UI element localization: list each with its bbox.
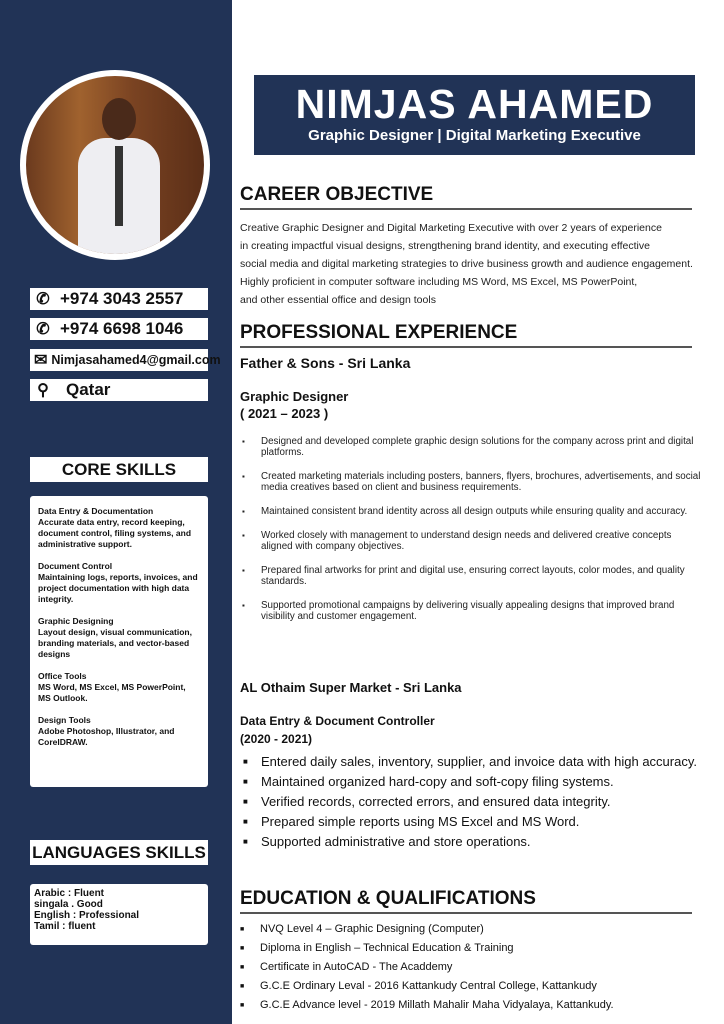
education-list: ■ NVQ Level 4 – Graphic Designing (Computer) ■ Diploma in English – Technical Education & Training ■ Certificate in AutoCAD - The Acaddemy ■ G.C.E Ordinary Leval - 2016 Kattankudy Central College, Kattankudy ■ G.C.E Advance level - 2019 Millath Mahalir Maha Vidyalaya, Kattankudy.: [240, 920, 720, 1015]
profile-photo: [20, 70, 210, 260]
company-name: AL Othaim Super Market - Sri Lanka: [240, 680, 462, 695]
phone-icon: ✆: [36, 291, 50, 308]
name-banner: [254, 75, 695, 155]
skill-group: Office Tools MS Word, MS Excel, MS PowerPoint, MS Outlook.: [38, 671, 186, 703]
email-box: ✉ Nimjasahamed4@gmail.com: [30, 349, 208, 371]
envelope-icon: ✉: [34, 352, 48, 369]
whatsapp-box: ✆ +974 6698 1046: [30, 318, 208, 340]
candidate-name: NIMJAS AHAMED: [295, 81, 654, 127]
job-role: Graphic Designer: [240, 389, 349, 404]
skill-group: Design Tools Adobe Photoshop, Illustrator, and CorelDRAW.: [38, 715, 175, 747]
objective-heading: CAREER OBJECTIVE: [240, 184, 692, 210]
sidebar: [0, 0, 232, 1024]
candidate-title: Graphic Designer | Digital Marketing Executive: [308, 127, 641, 144]
job-period: ( 2021 – 2023 ): [240, 406, 329, 421]
phone-box: ✆ +974 3043 2557: [30, 288, 208, 310]
languages-heading: LANGUAGES SKILLS: [30, 840, 208, 865]
whatsapp-icon: ✆: [36, 321, 50, 338]
job-role: Data Entry & Document Controller: [240, 714, 435, 728]
experience-heading: PROFESSIONAL EXPERIENCE: [240, 322, 692, 348]
job-period: (2020 - 2021): [240, 732, 313, 746]
languages-box: Arabic : Fluent singala . Good English : Professional Tamil : fluent: [30, 884, 208, 945]
skill-group: Data Entry & Documentation Accurate data entry, record keeping, document control, filing systems, and administrative support.: [38, 506, 192, 549]
location-box: ⚲ Qatar: [30, 379, 208, 401]
skill-group: Document Control Maintaining logs, reports, invoices, and project documentation with high data integrity.: [38, 561, 198, 604]
location-pin-icon: ⚲: [37, 382, 49, 399]
core-skills-heading: CORE SKILLS: [30, 457, 208, 482]
company-name: Father & Sons - Sri Lanka: [240, 355, 411, 371]
job-bullets: ▪ Designed and developed complete graphic design solutions for the company across print and digital platforms. ▪ Created marketing materials including posters, banners, flyers, brochures, advertisements, and social media creatives based on client and business requirements. ▪ Maintained consistent brand identity across all design outputs while ensuring quality and accuracy. ▪ Worked closely with management to understand design needs and delivered creative concepts aligned with company objectives. ▪ Prepared final artworks for print and digital use, ensuring correct layouts, color modes, and quality standards. ▪ Supported promotional campaigns by delivering visually appealing designs that improved brand visibility and customer engagement.: [245, 436, 705, 635]
core-skills-box: [30, 496, 208, 787]
skill-group: Graphic Designing Layout design, visual communication, branding materials, and vector-based designs: [38, 616, 192, 659]
objective-text: Creative Graphic Designer and Digital Marketing Executive with over 2 years of experience in creating impactful visual designs, strengthening brand identity, and executing effective social media and digital marketing strategies to drive business growth and audience engagement. Highly proficient in computer software including MS Word, MS Excel, MS PowerPoint, and other essential office and design tools: [240, 222, 693, 306]
job-bullets: ■ Entered daily sales, inventory, supplier, and invoice data with high accuracy. ■ Maintained organized hard-copy and soft-copy filing systems. ■ Verified records, corrected errors, and ensured data integrity. ■ Prepared simple reports using MS Excel and MS Word. ■ Supported administrative and store operations.: [243, 756, 713, 856]
education-heading: EDUCATION & QUALIFICATIONS: [240, 888, 692, 914]
